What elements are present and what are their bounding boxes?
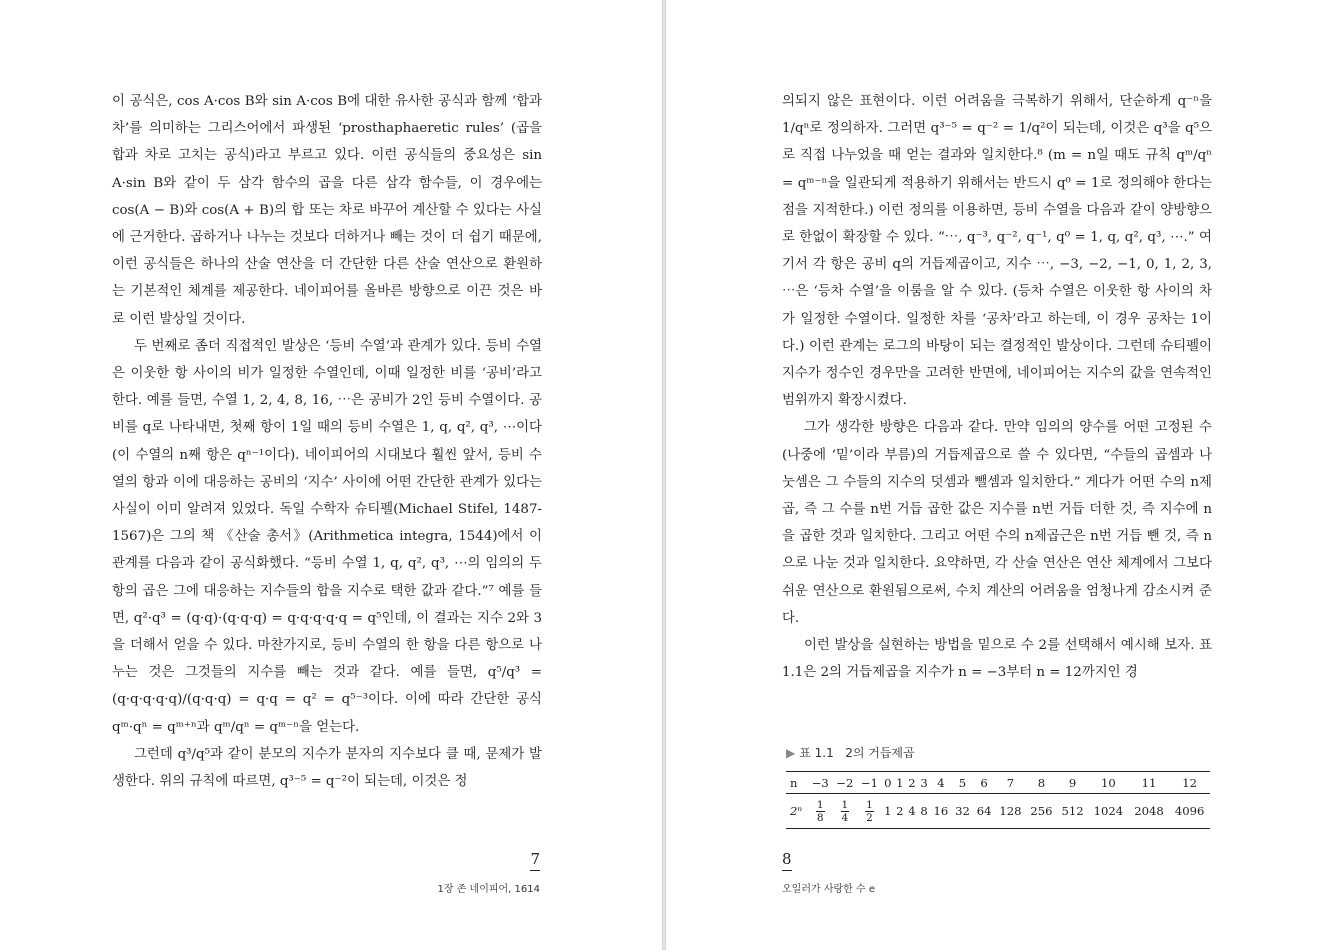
right-page [666,0,1328,950]
left-paragraph-1: 이 공식은, cos A·cos B와 sin A·cos B에 대한 유사한 공식과 함께 ‘합과 차’를 의미하는 그리스어에서 파생된 ‘prosthaphaeretic rules’ (곱을 합과 차로 고치는 공식)라고 부르고 있다. 이런 공식들의 중요성은 sin A·sin B와 같이 두 삼각 함수의 곱을 다른 삼각 함수들, 이 경우에는 cos(A − B)와 cos(A + B)의 합 또는 차로 바꾸어 계산할 수 있다는 사실에 근거한다. 곱하거나 나누는 것보다 더하거나 빼는 것이 더 쉽기 때문에, 이런 공식들은 하나의 산술 연산을 더 간단한 다른 산술 연산으로 환원하는 기본적인 체계를 제공한다. 네이피어를 올바른 방향으로 이끈 것은 바로 이런 발상일 것이다. [112,94,542,327]
triangle-bullet-icon: ▶ [786,746,796,760]
table-caption-prefix: 표 1.1 [799,746,834,760]
table-row-powers [786,794,1210,829]
table-cell-power: 1024 [1088,794,1129,829]
fraction-denominator: 8 [816,811,824,824]
table-cell-n: −1 [857,772,882,794]
table-cell-power: 2 [894,794,906,829]
table-cell-n: 4 [930,772,952,794]
left-page [0,0,662,950]
table-cell-n: 8 [1026,772,1057,794]
table-cell-power: 64 [973,794,995,829]
table-cell-n: 9 [1057,772,1088,794]
table-cell-power: 256 [1026,794,1057,829]
table-cell-n: 0 [882,772,894,794]
table-cell-n: 7 [995,772,1026,794]
running-head-right: 오일러가 사랑한 수 e [782,884,875,895]
table-cell-n: 5 [952,772,974,794]
table-cell-power: 1 [882,794,894,829]
table-cell-n: 3 [918,772,930,794]
table-cell-power: 2048 [1129,794,1170,829]
table-cell-n: −3 [808,772,833,794]
table-cell-power: 128 [995,794,1026,829]
table-cell-power: 4096 [1169,794,1210,829]
fraction-numerator: 1 [816,798,824,811]
table-caption-title: 2의 거듭제곱 [845,746,915,760]
table-cell-power: 4 [906,794,918,829]
fraction-numerator: 1 [841,798,849,811]
table-cell-power [808,794,833,829]
table-cell-power [833,794,858,829]
table-cell-n: 1 [894,772,906,794]
table-cell-power: 512 [1057,794,1088,829]
table-row-n [786,772,1210,794]
table-cell-n: 11 [1129,772,1170,794]
left-paragraph-2: 두 번째로 좀더 직접적인 발상은 ‘등비 수열’과 관계가 있다. 등비 수열은 이웃한 항 사이의 비가 일정한 수열인데, 이때 일정한 비를 ‘공비’라고 한다. 예를 들면, 수열 1, 2, 4, 8, 16, ⋯은 공비가 2인 등비 수열이다. 공비를 q로 나타내면, 첫째 항이 1일 때의 등비 수열은 1, q, q², q³, ⋯이다(이 수열의 n째 항은 qⁿ⁻¹이다). 네이피어의 시대보다 훨씬 앞서, 등비 수열의 항과 이에 대응하는 공비의 ‘지수’ 사이에 어떤 간단한 관계가 있다는 사실이 이미 알려져 있었다. 독일 수학자 슈티펠(Michael Stifel, 1487-1567)은 그의 책 《산술 총서》(Arithmetica integra, 1544)에서 이 관계를 다음과 같이 공식화했다. “등비 수열 1, q, q², q³, ⋯의 임의의 두 항의 곱은 그에 대응하는 지수들의 합을 지수로 택한 값과 같다.”⁷ 예를 들면, q²·q³ = (q·q)·(q·q·q) = q·q·q·q·q = q⁵인데, 이 결과는 지수 2와 3을 더해서 얻을 수 있다. 마찬가지로, 등비 수열의 한 항을 다른 항으로 나누는 것은 그것들의 지수를 빼는 것과 같다. 예를 들면, q⁵/q³ = (q·q·q·q·q)/(q·q·q) = q·q = q² = q⁵⁻³이다. 이에 따라 간단한 공식 qᵐ·qⁿ = qᵐ⁺ⁿ과 qᵐ/qⁿ = qᵐ⁻ⁿ을 얻는다. [112,338,542,735]
table-cell-n: 10 [1088,772,1129,794]
right-paragraph-3: 이런 발상을 실현하는 방법을 밑으로 수 2를 선택해서 예시해 보자. 표 1.1은 2의 거듭제곱을 지수가 n = −3부터 n = 12까지인 경 [782,638,1212,681]
right-paragraph-2: 그가 생각한 방향은 다음과 같다. 만약 임의의 양수를 어떤 고정된 수(나중에 ‘밑’이라 부름)의 거듭제곱으로 쓸 수 있다면, “수들의 곱셈과 나눗셈은 그 수들의 지수의 덧셈과 뺄셈과 일치한다.” 게다가 어떤 수의 n제곱, 즉 그 수를 n번 거듭 곱한 값은 지수를 n번 거듭 더한 것, 즉 지수에 n을 곱한 것과 일치한다. 그리고 어떤 수의 n제곱근은 n번 거듭 뺀 것, 즉 n으로 나눈 것과 일치한다. 요약하면, 각 산술 연산은 연산 체계에서 그보다 쉬운 연산으로 환원됨으로써, 수치 계산의 어려움을 엄청나게 감소시켜 준다. [782,420,1212,626]
left-paragraph-3: 그런데 q³/q⁵과 같이 분모의 지수가 분자의 지수보다 클 때, 문제가 발생한다. 위의 규칙에 따르면, q³⁻⁵ = q⁻²이 되는데, 이것은 정 [112,746,542,790]
running-head-left: 1장 존 네이피어, 1614 [437,884,540,895]
row-label-pow: 2ⁿ [786,794,808,829]
table-cell-n: −2 [833,772,858,794]
table-caption [786,744,915,761]
page-number-left: 7 [530,850,540,871]
table-cell-power: 32 [952,794,974,829]
table-cell-n: 12 [1169,772,1210,794]
table-cell-power: 8 [918,794,930,829]
page-number-right: 8 [782,850,792,871]
table-cell-n: 2 [906,772,918,794]
powers-of-two-table [786,771,1210,829]
table-cell-n: 6 [973,772,995,794]
fraction-numerator: 1 [866,798,873,811]
fraction-denominator: 2 [866,811,873,824]
table-cell-power: 16 [930,794,952,829]
fraction [816,799,825,824]
fraction [841,799,850,824]
left-page-body [112,88,542,795]
table-cell-power [857,794,882,829]
right-paragraph-1: 의되지 않은 표현이다. 이런 어려움을 극복하기 위해서, 단순하게 q⁻ⁿ을 1/qⁿ로 정의하자. 그러면 q³⁻⁵ = q⁻² = 1/q²이 되는데, 이것은 q³을 q⁵으로 직접 나누었을 때 얻는 결과와 일치한다.⁸ (m = n일 때도 규칙 qᵐ/qⁿ = qᵐ⁻ⁿ을 일관되게 적용하기 위해서는 반드시 q⁰ = 1로 정의해야 한다는 점을 지적한다.) 이런 정의를 이용하면, 등비 수열을 다음과 같이 양방향으로 한없이 확장할 수 있다. “⋯, q⁻³, q⁻², q⁻¹, q⁰ = 1, q, q², q³, ⋯.” 여기서 각 항은 공비 q의 거듭제곱이고, 지수 ⋯, −3, −2, −1, 0, 1, 2, 3, ⋯은 ‘등차 수열’을 이룸을 알 수 있다. (등차 수열은 이웃한 항 사이의 차가 일정한 수열이다. 일정한 차를 ‘공차’라고 하는데, 이 경우 공차는 1이다.) 이런 관계는 로그의 바탕이 되는 결정적인 발상이다. 그런데 슈티펠이 지수가 정수인 경우만을 고려한 반면에, 네이피어는 지수의 값을 연속적인 범위까지 확장시켰다. [782,94,1212,409]
fraction-denominator: 4 [841,811,849,824]
right-page-body [782,88,1212,686]
fraction [865,799,874,824]
row-label-n: n [786,772,808,794]
